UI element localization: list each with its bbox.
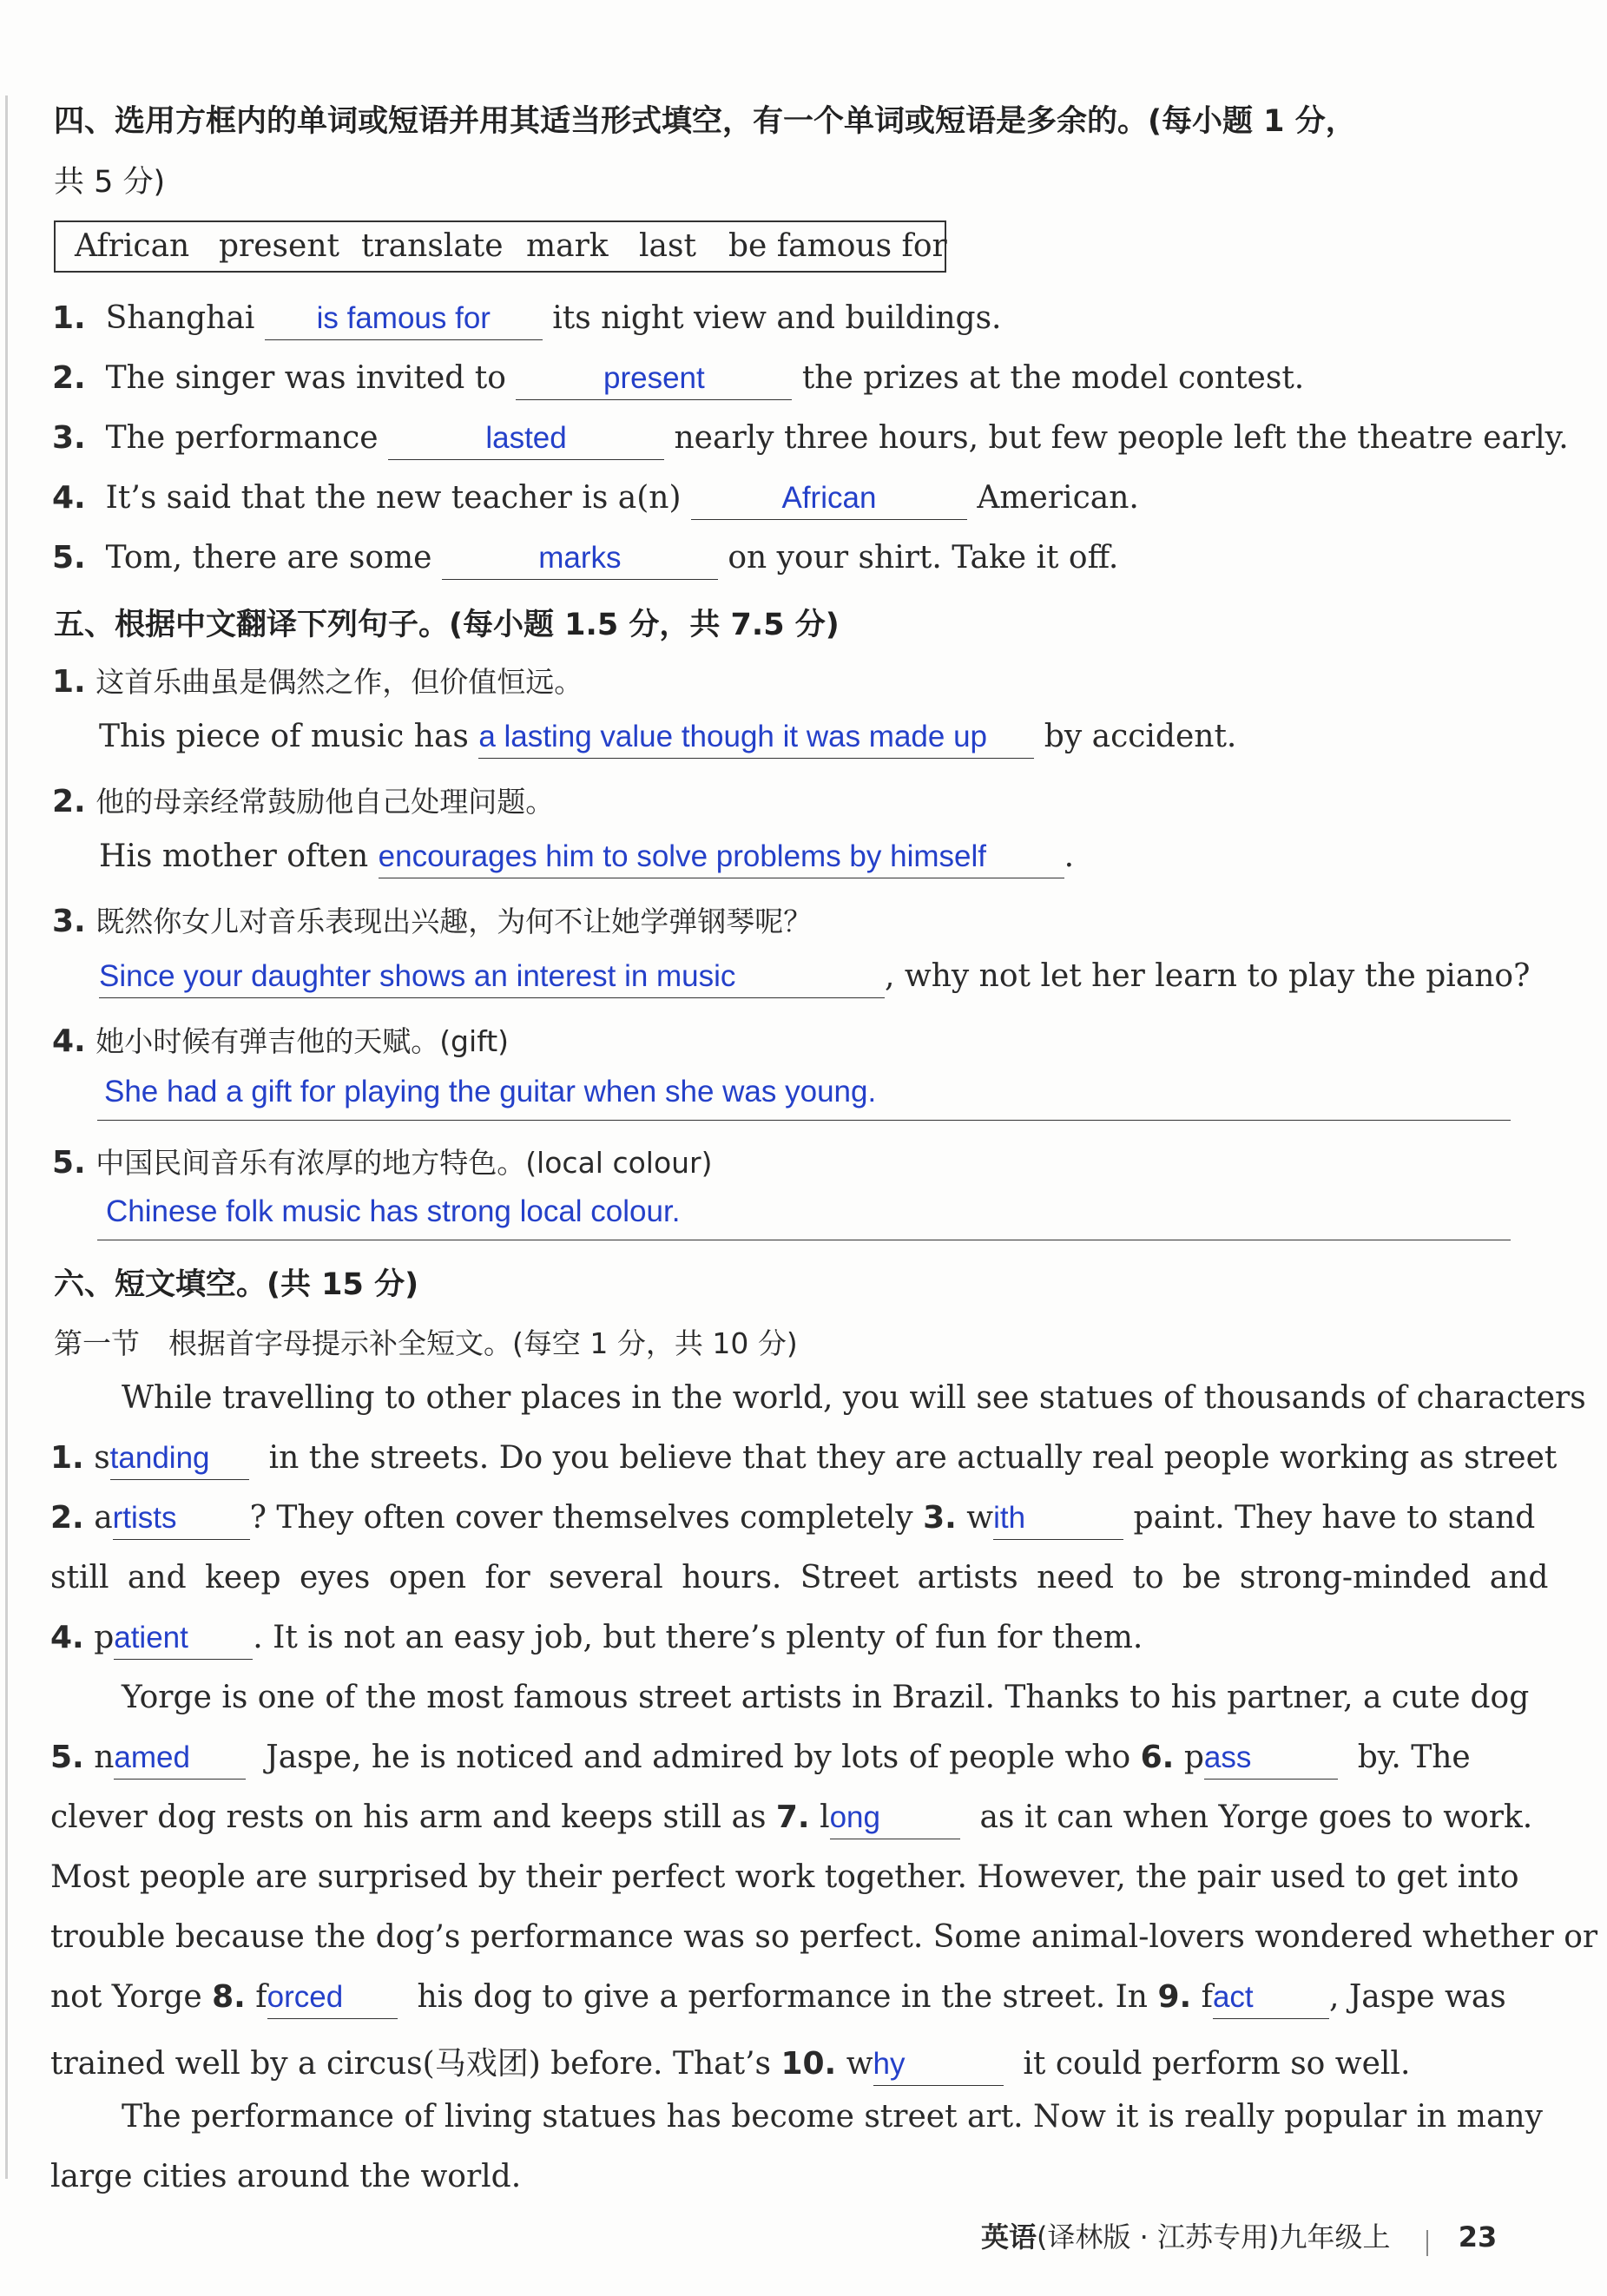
passage-line: Yorge is one of the most famous street artists in Brazil. Thanks to his partner, a cute dog: [122, 1680, 1530, 1715]
s5-q4-answer[interactable]: She had a gift for playing the guitar when she was young.: [104, 1075, 877, 1109]
s5-q1-cn: 1. 这首乐曲虽是偶然之作，但价值恒远。: [52, 664, 583, 700]
footer-edition: (译林版 · 江苏专用)九年级上: [1037, 2220, 1391, 2253]
answer-blank[interactable]: African: [691, 481, 967, 520]
answer-blank[interactable]: encourages him to solve problems by himself: [379, 839, 1064, 878]
answer-blank[interactable]: hy: [873, 2047, 1004, 2086]
word-box-item: translate: [361, 228, 504, 264]
passage-line: While travelling to other places in the world, you will see statues of thousands of characters: [122, 1380, 1586, 1416]
word-box: [54, 220, 946, 273]
answer-blank[interactable]: Since your daughter shows an interest in music: [99, 959, 885, 998]
s4-question-4: 4. It’s said that the new teacher is a(n) African American.: [52, 480, 1139, 520]
answer-blank[interactable]: rtists: [113, 1501, 250, 1540]
s4-question-5: 5. Tom, there are some marks on your shirt. Take it off.: [52, 540, 1118, 580]
passage-line: trouble because the dog’s performance was so perfect. Some animal-lovers wondered whether or: [50, 1919, 1598, 1955]
answer-line: [97, 1120, 1511, 1121]
answer-blank[interactable]: a lasting value though it was made up: [478, 720, 1034, 759]
passage-line: 4. patient . It is not an easy job, but there’s plenty of fun for them.: [50, 1620, 1143, 1660]
passage-line: 1. standing in the streets. Do you believe that they are actually real people working as street: [50, 1440, 1557, 1480]
answer-blank[interactable]: tanding: [110, 1441, 249, 1480]
passage-line: not Yorge 8. forced his dog to give a performance in the street. In 9. fact , Jaspe was: [50, 1979, 1506, 2019]
passage-line: still and keep eyes open for several hours. Street artists need to be strong-minded and: [50, 1560, 1549, 1595]
s4-question-3: 3. The performance lasted nearly three hours, but few people left the theatre early.: [52, 420, 1569, 460]
section4-title: 四、选用方框内的单词或短语并用其适当形式填空，有一个单词或短语是多余的。(每小题 1 分，: [54, 104, 1356, 139]
answer-blank[interactable]: marks: [442, 541, 718, 580]
answer-blank[interactable]: present: [516, 361, 792, 400]
section5-title: 五、根据中文翻译下列句子。(每小题 1.5 分，共 7.5 分): [54, 608, 840, 642]
word-box-item: mark: [526, 228, 609, 264]
word-box-item: present: [219, 228, 339, 264]
word-box-item: last: [639, 228, 696, 264]
footer-divider: [1426, 2230, 1428, 2256]
passage-line: clever dog rests on his arm and keeps still as 7. long as it can when Yorge goes to work.: [50, 1799, 1532, 1839]
answer-blank[interactable]: atient: [114, 1621, 253, 1660]
passage-line: 5. named Jaspe, he is noticed and admired by lots of people who 6. pass by. The: [50, 1740, 1471, 1780]
word-box-item: be famous for: [728, 228, 947, 264]
page-footer: [981, 2215, 1497, 2256]
answer-blank[interactable]: is famous for: [265, 301, 543, 340]
answer-blank[interactable]: lasted: [388, 421, 664, 460]
section6-subtitle: 第一节 根据首字母提示补全短文。(每空 1 分，共 10 分): [54, 1326, 798, 1360]
answer-blank[interactable]: ass: [1204, 1740, 1338, 1780]
s5-q5-answer[interactable]: Chinese folk music has strong local colour.: [106, 1194, 681, 1228]
passage-line: large cities around the world.: [50, 2159, 522, 2194]
answer-blank[interactable]: ong: [830, 1800, 960, 1839]
page-number: 23: [1458, 2220, 1498, 2253]
s5-q3-cn: 3. 既然你女儿对音乐表现出兴趣，为何不让她学弹钢琴呢？: [52, 904, 813, 939]
passage-line: Most people are surprised by their perfect work together. However, the pair used to get into: [50, 1859, 1519, 1895]
section6-title: 六、短文填空。(共 15 分): [54, 1267, 419, 1302]
answer-blank[interactable]: ith: [993, 1501, 1123, 1540]
passage-line: The performance of living statues has become street art. Now it is really popular in many: [122, 2099, 1543, 2135]
s5-q3-en: Since your daughter shows an interest in music , why not let her learn to play the piano?: [99, 958, 1530, 998]
footer-subject: 英语: [981, 2220, 1037, 2253]
section4-title-cont: 共 5 分): [54, 165, 166, 200]
answer-blank[interactable]: amed: [114, 1740, 246, 1780]
answer-blank[interactable]: act: [1213, 1980, 1329, 2019]
s4-question-2: 2. The singer was invited to present the prizes at the model contest.: [52, 360, 1304, 400]
binding-edge: [5, 95, 8, 2179]
s5-q1-en: This piece of music has a lasting value though it was made up by accident.: [99, 719, 1236, 759]
passage-line: trained well by a circus(马戏团) before. That’s 10. why it could perform so well.: [50, 2039, 1410, 2086]
s4-question-1: 1. Shanghai is famous for its night view and buildings.: [52, 300, 1002, 340]
s5-q2-cn: 2. 他的母亲经常鼓励他自己处理问题。: [52, 784, 555, 819]
s5-q2-en: His mother often encourages him to solve problems by himself .: [99, 839, 1074, 878]
word-box-item: African: [75, 228, 190, 264]
s5-q4-cn: 4. 她小时候有弹吉他的天赋。(gift): [52, 1023, 510, 1059]
answer-blank[interactable]: orced: [267, 1980, 398, 2019]
s5-q5-cn: 5. 中国民间音乐有浓厚的地方特色。(local colour): [52, 1145, 713, 1181]
passage-line: 2. artists ? They often cover themselves completely 3. with paint. They have to stand: [50, 1500, 1535, 1540]
